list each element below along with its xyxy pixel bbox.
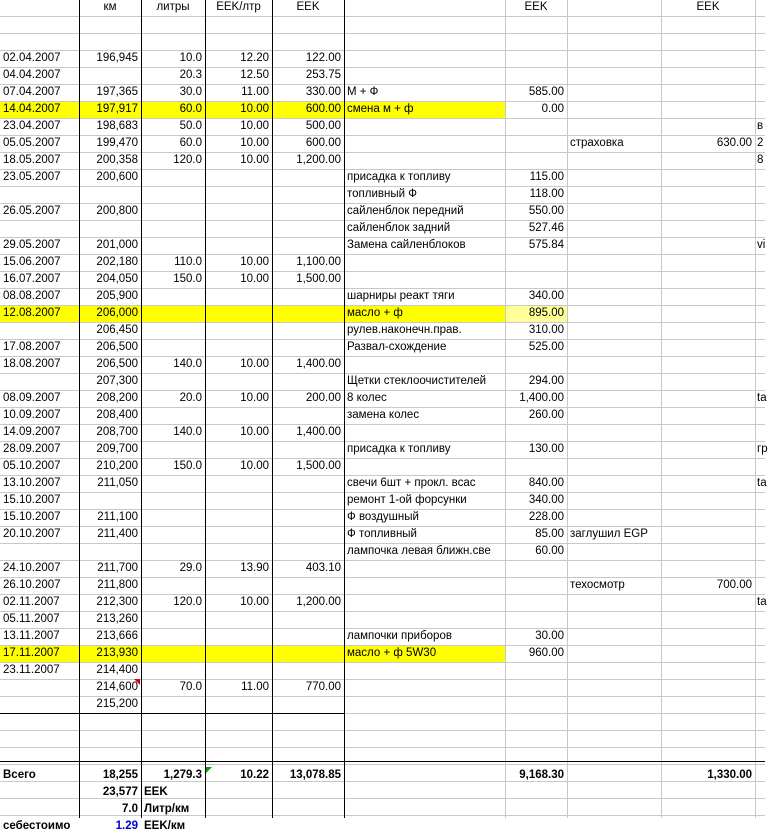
cell-km: 201,000 (96, 239, 138, 251)
cell-cost: 600.00 (305, 137, 341, 149)
cell-liters: 110.0 (174, 256, 202, 268)
cell-price: 10.00 (240, 120, 269, 132)
cell-km: 213,666 (96, 630, 138, 642)
cell-price: 10.00 (240, 426, 269, 438)
cell-price: 10.00 (240, 392, 269, 404)
gridline-h (0, 747, 765, 748)
cell-date: Всего (3, 769, 36, 781)
cell-liters: 1,279.3 (163, 769, 202, 781)
cell-cost: 13,078.85 (289, 769, 341, 781)
cell-liters: EEK (144, 786, 168, 798)
cell-date: 05.10.2007 (3, 460, 61, 472)
cell-repair-cost: 294.00 (528, 375, 564, 387)
cell-km: 214,600 (96, 681, 138, 693)
cell-repair-cost: 1,400.00 (519, 392, 564, 404)
cell-repair-cost: 60.00 (535, 545, 564, 557)
cell-repair-desc: присадка к топливу (347, 443, 451, 455)
cell-overflow-text: 2 (757, 137, 764, 149)
cell-km: 208,700 (96, 426, 138, 438)
cell-liters: 70.0 (179, 681, 202, 693)
cell-km: 206,000 (96, 307, 138, 319)
cell-overflow-text: 8 (757, 154, 764, 166)
cell-km: 1.29 (115, 820, 138, 832)
cell-repair-desc: шарниры реакт тяги (347, 290, 455, 302)
cell-km: 197,365 (96, 86, 138, 98)
cell-other-desc: техосмотр (570, 579, 625, 591)
col-header-price: EEK/лтр (216, 1, 261, 13)
cell-price: 10.00 (240, 103, 269, 115)
cell-km: 200,600 (96, 171, 138, 183)
cell-km: 212,300 (96, 596, 138, 608)
cell-price: 10.00 (240, 154, 269, 166)
cell-km: 206,500 (96, 341, 138, 353)
cell-liters: EEK/км (144, 820, 186, 832)
cell-cost: 770.00 (305, 681, 341, 693)
cell-liters: 10.0 (179, 52, 202, 64)
cell-km: 200,800 (96, 205, 138, 217)
cell-repair-cost: 118.00 (529, 188, 564, 200)
cell-repair-desc: Замена сайленблоков (347, 239, 466, 251)
cell-repair-desc: рулев.наконечн.прав. (347, 324, 462, 336)
cell-km: 211,050 (97, 477, 138, 489)
gridline-h (0, 33, 765, 34)
cell-cost: 403.10 (305, 562, 341, 574)
cell-repair-cost: 895.00 (528, 307, 564, 319)
cell-liters: Литр/км (144, 803, 190, 815)
cell-cost: 200.00 (305, 392, 341, 404)
cell-overflow-text: ta (757, 392, 767, 404)
cell-price: 11.00 (241, 681, 269, 693)
cell-repair-desc: замена колес (347, 409, 420, 421)
cell-other-cost: 1,330.00 (707, 769, 752, 781)
cell-km: 7.0 (122, 803, 138, 815)
cell-repair-cost: 585.00 (528, 86, 564, 98)
cell-date: 13.10.2007 (3, 477, 61, 489)
cell-km: 214,400 (96, 664, 138, 676)
cell-overflow-text: vi (757, 239, 766, 251)
cell-liters: 29.0 (179, 562, 202, 574)
cell-liters: 20.0 (179, 392, 202, 404)
cell-cost: 122.00 (305, 52, 341, 64)
cell-date: 14.09.2007 (3, 426, 61, 438)
cell-overflow-text: гр (757, 443, 768, 455)
cell-repair-cost: 85.00 (535, 528, 564, 540)
cell-repair-desc: Ф воздушный (347, 511, 419, 523)
cell-date: 05.11.2007 (3, 613, 60, 625)
cell-repair-cost: 115.00 (529, 171, 564, 183)
gridline-h (0, 16, 765, 17)
cell-date: 28.09.2007 (3, 443, 61, 455)
cell-repair-desc: масло + ф (347, 307, 403, 319)
cell-km: 199,470 (96, 137, 138, 149)
cell-repair-desc: сайленблок задний (347, 222, 451, 234)
cell-repair-desc: масло + ф 5W30 (347, 647, 437, 659)
cell-repair-desc: M + Ф (347, 86, 379, 98)
error-indicator-icon[interactable] (206, 767, 212, 773)
cell-repair-desc: смена м + ф (347, 103, 414, 115)
cell-cost: 500.00 (305, 120, 341, 132)
cell-repair-desc: присадка к топливу (347, 171, 451, 183)
cell-date: 24.10.2007 (3, 562, 61, 574)
cell-liters: 20.3 (179, 69, 202, 81)
cell-price: 13.90 (240, 562, 269, 574)
cell-liters: 60.0 (179, 103, 202, 115)
cell-repair-desc: ремонт 1-ой форсунки (347, 494, 467, 506)
cell-km: 208,400 (96, 409, 138, 421)
cell-price: 11.00 (241, 86, 269, 98)
cell-date: 12.08.2007 (3, 307, 61, 319)
cell-liters: 50.0 (179, 120, 202, 132)
cell-date: 13.11.2007 (3, 630, 60, 642)
cell-date: 08.08.2007 (3, 290, 61, 302)
gridline-h (0, 764, 765, 765)
col-header-other-cost: EEK (696, 1, 720, 13)
cell-repair-cost: 228.00 (528, 511, 564, 523)
gridline-v (661, 0, 662, 818)
cell-km: 213,930 (96, 647, 138, 659)
cell-price: 10.00 (240, 460, 269, 472)
cell-km: 213,260 (96, 613, 138, 625)
gridline-v (567, 0, 568, 818)
cell-repair-desc: лампочка левая ближн.све (347, 545, 491, 557)
cell-date: 05.05.2007 (3, 137, 61, 149)
cell-liters: 30.0 (179, 86, 202, 98)
cell-date: 23.05.2007 (3, 171, 61, 183)
cell-repair-cost: 340.00 (528, 290, 564, 302)
cell-repair-desc: Развал-схождение (347, 341, 447, 353)
cell-repair-cost: 550.00 (528, 205, 564, 217)
cell-cost: 1,100.00 (296, 256, 341, 268)
cell-repair-cost: 960.00 (528, 647, 564, 659)
cell-repair-cost: 340.00 (528, 494, 564, 506)
cell-km: 200,358 (96, 154, 138, 166)
cell-price: 10.00 (240, 256, 269, 268)
border-h (0, 761, 765, 762)
cell-date: 26.05.2007 (3, 205, 61, 217)
cell-liters: 150.0 (173, 273, 202, 285)
cell-km: 206,450 (96, 324, 138, 336)
cell-date: 23.04.2007 (3, 120, 61, 132)
cell-other-cost: 630.00 (716, 137, 752, 149)
cell-km: 197,917 (96, 103, 138, 115)
cell-km: 210,200 (96, 460, 138, 472)
cell-repair-desc: Щетки стеклоочистителей (347, 375, 487, 387)
cell-date: 23.11.2007 (3, 664, 60, 676)
cell-date: 29.05.2007 (3, 239, 61, 251)
cell-price: 10.00 (240, 596, 269, 608)
cell-repair-cost: 0.00 (541, 103, 564, 115)
cell-overflow-text: в (757, 120, 764, 132)
gridline-h (0, 730, 765, 731)
cell-km: 202,180 (96, 256, 138, 268)
cell-other-desc: страховка (570, 137, 624, 149)
cell-repair-desc: сайленблок передний (347, 205, 464, 217)
cell-date: 07.04.2007 (3, 86, 61, 98)
cell-km: 208,200 (96, 392, 138, 404)
cell-repair-cost: 527.46 (528, 222, 564, 234)
cell-repair-cost: 525.00 (528, 341, 564, 353)
col-header-liters: литры (156, 1, 190, 13)
cell-other-desc: заглушил EGP (570, 528, 648, 540)
cell-km: 196,945 (96, 52, 138, 64)
cell-km: 198,683 (96, 120, 138, 132)
cell-cost: 330.00 (305, 86, 341, 98)
cell-repair-cost: 30.00 (535, 630, 564, 642)
cell-repair-cost: 310.00 (528, 324, 564, 336)
cell-date: 04.04.2007 (3, 69, 61, 81)
cell-date: 02.11.2007 (3, 596, 60, 608)
cell-date: 02.04.2007 (3, 52, 61, 64)
cell-cost: 600.00 (305, 103, 341, 115)
cell-km: 18,255 (102, 769, 138, 781)
cell-repair-desc: свечи 6шт + прокл. всас (347, 477, 476, 489)
cell-price: 10.00 (240, 137, 269, 149)
cell-liters: 120.0 (173, 154, 202, 166)
cell-liters: 140.0 (173, 426, 202, 438)
cell-liters: 120.0 (173, 596, 202, 608)
cell-date: 17.11.2007 (3, 647, 60, 659)
cell-price: 12.50 (240, 69, 269, 81)
cell-other-cost: 700.00 (716, 579, 752, 591)
cell-overflow-text: ta (757, 477, 767, 489)
cell-price: 10.22 (240, 769, 269, 781)
cell-repair-cost: 840.00 (528, 477, 564, 489)
cell-date: 15.10.2007 (3, 494, 61, 506)
cell-date: 17.08.2007 (3, 341, 61, 353)
cell-km: 205,900 (96, 290, 138, 302)
cell-date: 16.07.2007 (3, 273, 61, 285)
cell-repair-cost: 260.00 (528, 409, 564, 421)
cell-date: себестоимо (3, 820, 71, 832)
border-h (0, 713, 344, 714)
cell-repair-cost: 575.84 (528, 239, 564, 251)
cell-repair-desc: 8 колес (347, 392, 387, 404)
col-header-repair-cost: EEK (524, 1, 548, 13)
cell-cost: 253.75 (305, 69, 341, 81)
cell-overflow-text: ta (757, 596, 767, 608)
cell-liters: 150.0 (173, 460, 202, 472)
cell-date: 20.10.2007 (3, 528, 61, 540)
col-header-cost: EEK (296, 1, 320, 13)
cell-cost: 1,200.00 (296, 154, 341, 166)
gridline-h (0, 67, 765, 68)
cell-liters: 140.0 (173, 358, 202, 370)
cell-km: 207,300 (96, 375, 138, 387)
cell-cost: 1,400.00 (296, 426, 341, 438)
cell-date: 18.05.2007 (3, 154, 61, 166)
cell-km: 211,800 (97, 579, 138, 591)
cell-repair-desc: Ф топливный (347, 528, 417, 540)
cell-km: 211,100 (97, 511, 138, 523)
col-header-km: км (103, 1, 117, 13)
cell-date: 14.04.2007 (3, 103, 61, 115)
cell-price: 10.00 (240, 358, 269, 370)
cell-km: 209,700 (96, 443, 138, 455)
cell-km: 23,577 (102, 786, 138, 798)
cell-km: 206,500 (96, 358, 138, 370)
cell-date: 18.08.2007 (3, 358, 61, 370)
cell-cost: 1,400.00 (296, 358, 341, 370)
cell-cost: 1,500.00 (296, 460, 341, 472)
cell-repair-desc: лампочки приборов (347, 630, 452, 642)
cell-km: 211,700 (97, 562, 138, 574)
cell-date: 10.09.2007 (3, 409, 61, 421)
cell-cost: 1,500.00 (296, 273, 341, 285)
cell-price: 10.00 (240, 273, 269, 285)
cell-date: 08.09.2007 (3, 392, 61, 404)
cell-cost: 1,200.00 (296, 596, 341, 608)
gridline-v (755, 0, 756, 818)
cell-date: 26.10.2007 (3, 579, 61, 591)
comment-indicator-icon[interactable] (134, 679, 140, 685)
cell-km: 211,400 (97, 528, 138, 540)
cell-km: 204,050 (96, 273, 138, 285)
cell-km: 215,200 (96, 698, 138, 710)
cell-price: 12.20 (240, 52, 269, 64)
cell-liters: 60.0 (179, 137, 202, 149)
cell-repair-desc: топливный Ф (347, 188, 417, 200)
cell-repair-cost: 130.00 (528, 443, 564, 455)
cell-date: 15.06.2007 (3, 256, 61, 268)
cell-repair-cost: 9,168.30 (519, 769, 564, 781)
cell-date: 15.10.2007 (3, 511, 61, 523)
